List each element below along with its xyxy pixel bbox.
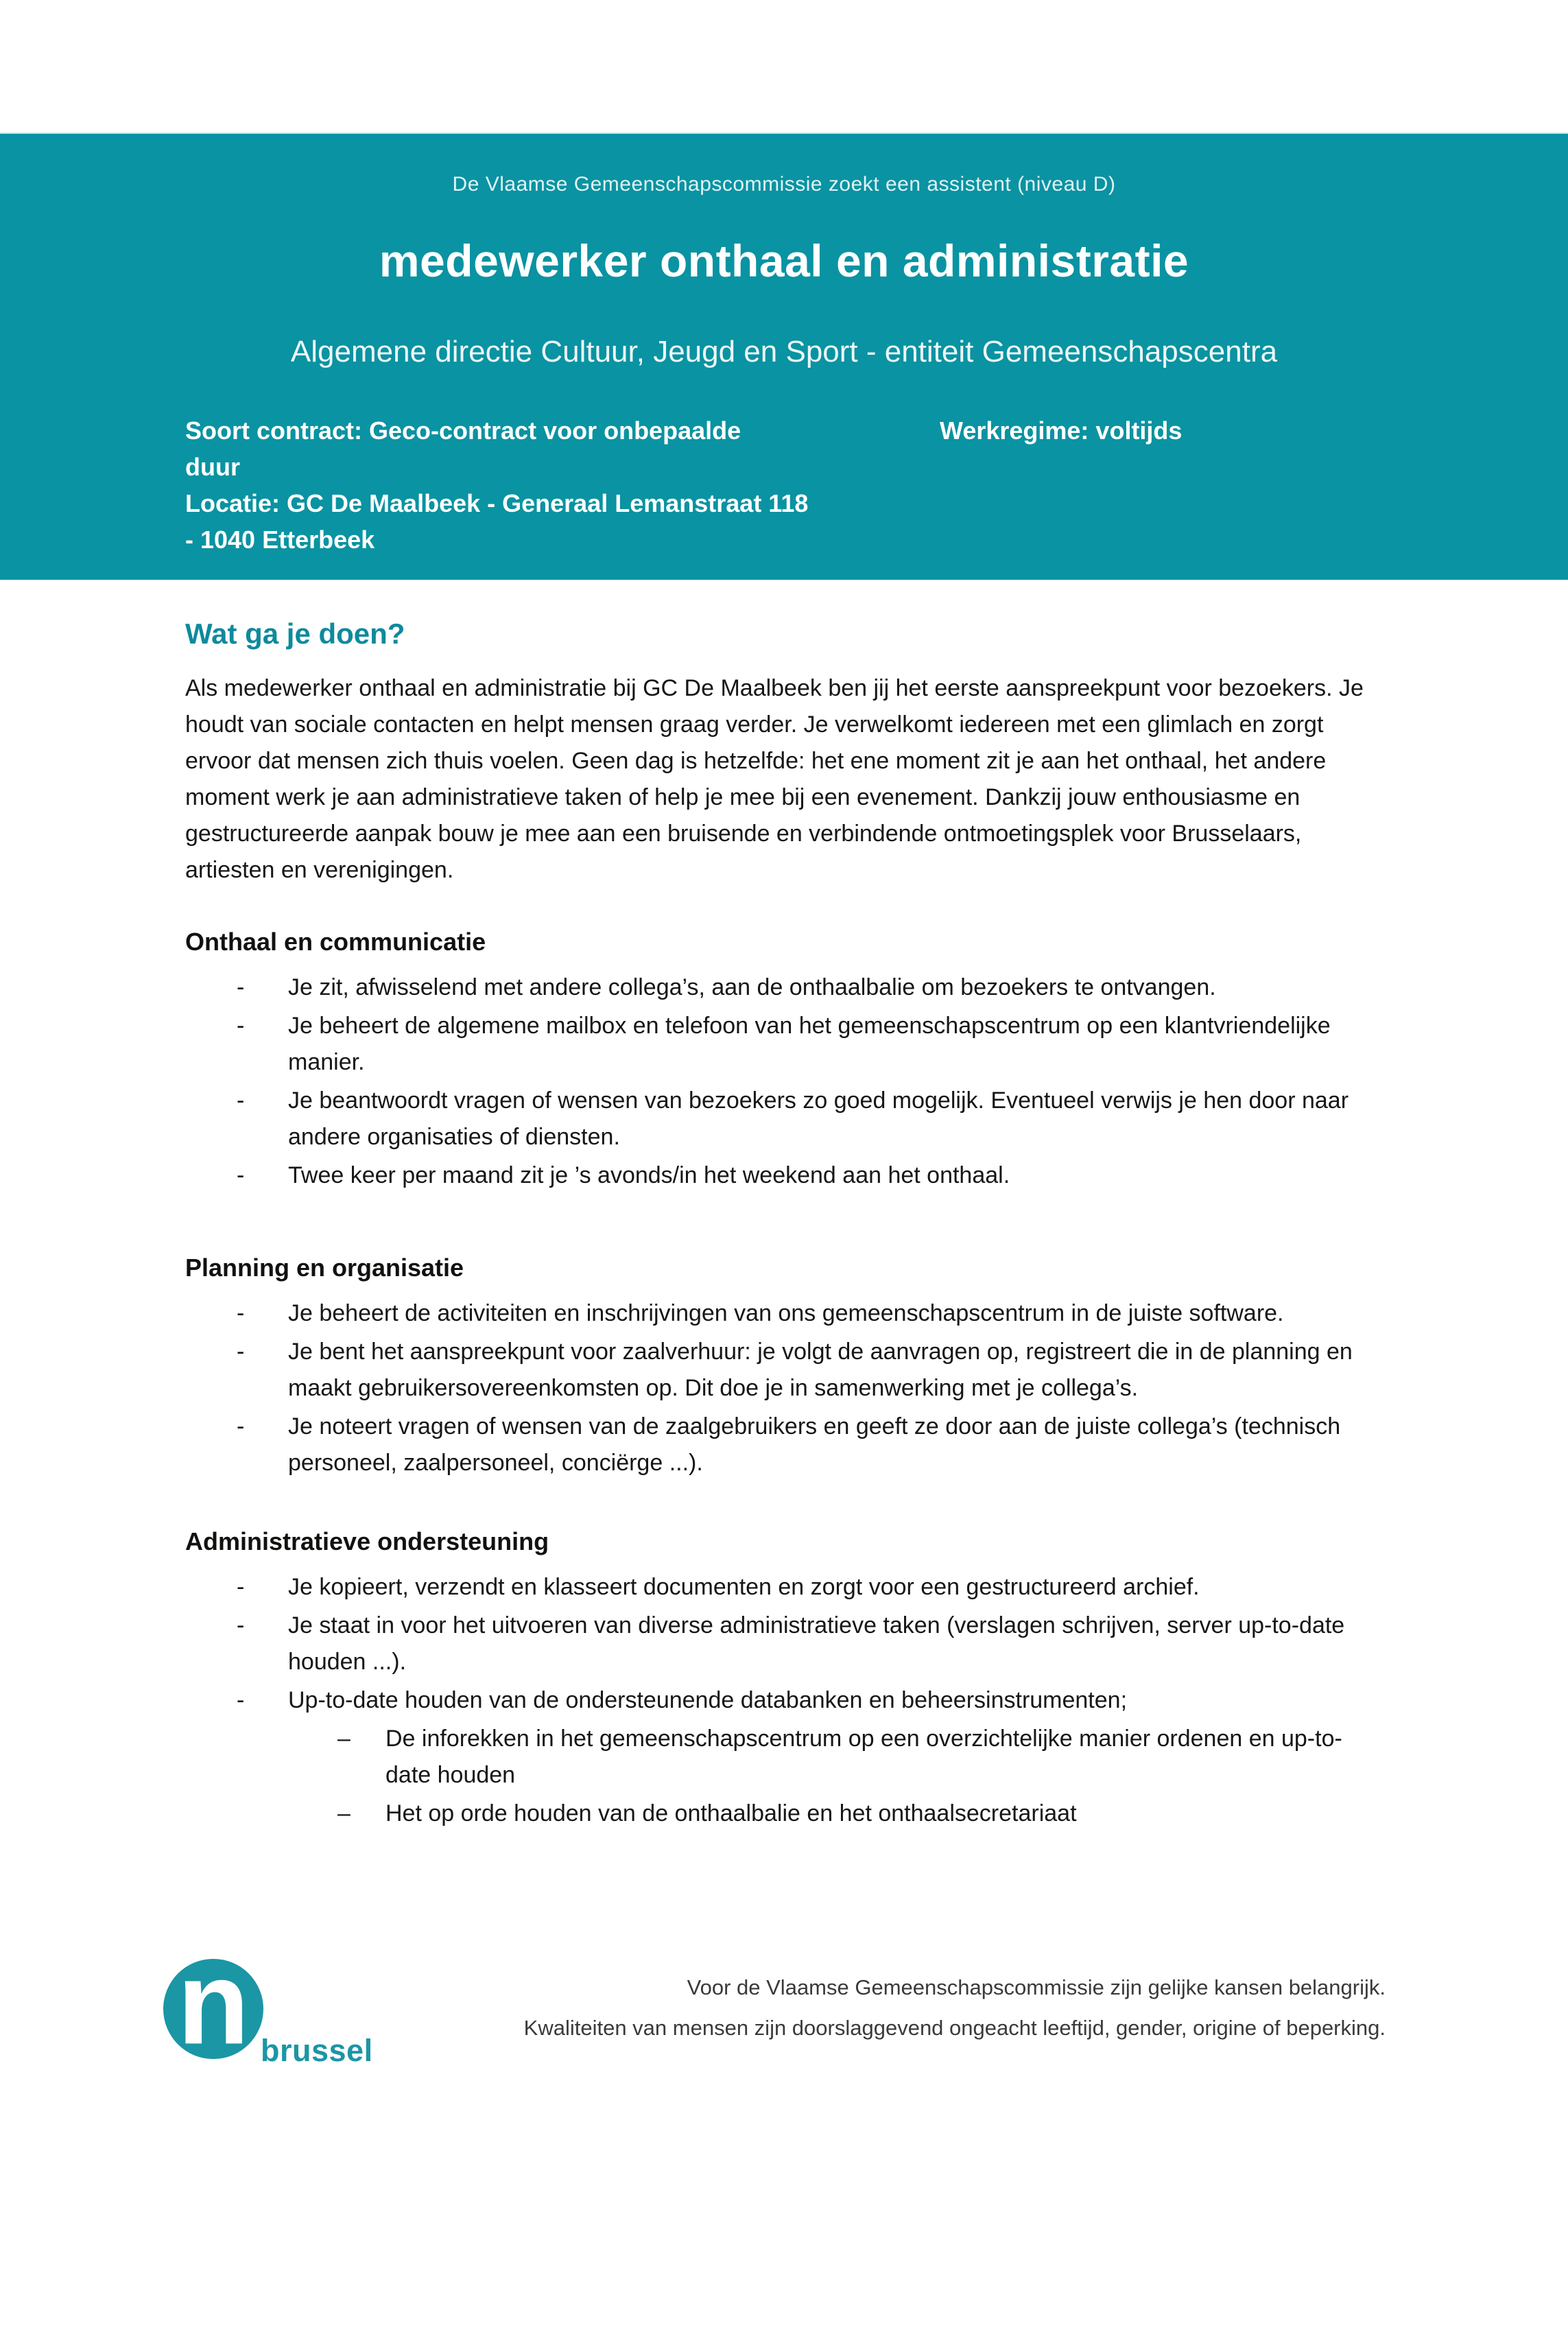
list-item-text: Je zit, afwisselend met andere collega’s, aan de onthaalbalie om bezoekers te ontvangen. (288, 974, 1216, 1000)
list-item (237, 1008, 1386, 1081)
header-eyebrow: De Vlaamse Gemeenschapscommissie zoekt een assistent (niveau D) (452, 173, 1116, 196)
equal-opportunity-statement (524, 1967, 1386, 2048)
list-item (237, 1569, 1386, 1606)
bullet-dash: - (237, 1013, 245, 1039)
header-band (0, 132, 1568, 580)
section-heading: Onthaal en communicatie (185, 928, 486, 956)
sub-bullet-dash: – (337, 1800, 351, 1826)
list-item (237, 1608, 1386, 1680)
section-title-wat-ga-je-doen: Wat ga je doen? (185, 618, 405, 650)
footer-line-2: Kwaliteiten van mensen zijn doorslaggevend ongeacht leeftijd, gender, origine of beperking. (523, 2016, 1386, 2040)
bullet-list (185, 1569, 1386, 1832)
sub-bullet-dash: – (337, 1726, 351, 1752)
vacancy-document-page (0, 132, 1568, 2352)
document-footer (0, 1957, 1568, 2095)
bullet-dash: - (237, 1087, 245, 1114)
list-item (237, 1295, 1386, 1332)
list-item-text: Up-to-date houden van de ondersteunende databanken en beheersinstrumenten; (288, 1687, 1128, 1713)
nested-list-item-text: De inforekken in het gemeenschapscentrum op een overzichtelijke manier ordenen en up-to-date houden (385, 1726, 1342, 1788)
list-item (237, 1334, 1386, 1407)
list-item-text: Je noteert vragen of wensen van de zaalgebruikers en geeft ze door aan de juiste collega’s (technisch personeel, zaalpersoneel, conciërge ...). (288, 1413, 1341, 1476)
list-item (237, 1682, 1386, 1719)
nested-list-item-text: Het op orde houden van de onthaalbalie en het onthaalsecretariaat (385, 1800, 1077, 1826)
section-heading: Administratieve ondersteuning (185, 1527, 549, 1555)
logo-letter: n (177, 1959, 250, 2059)
bullet-dash: - (237, 1339, 245, 1365)
list-item-text: Twee keer per maand zit je ’s avonds/in het weekend aan het onthaal. (288, 1162, 1010, 1188)
section-heading: Planning en organisatie (185, 1254, 464, 1282)
list-item-text: Je beheert de algemene mailbox en telefoon van het gemeenschapscentrum op een klantvriendelijke manier. (288, 1013, 1331, 1075)
list-item-text: Je kopieert, verzendt en klasseert documenten en zorgt voor een gestructureerd archief. (288, 1574, 1200, 1600)
bullet-dash: - (237, 974, 245, 1000)
section-administratieve-ondersteuning (185, 1527, 1386, 1832)
list-item (237, 1083, 1386, 1155)
bullet-dash: - (237, 1162, 245, 1188)
work-regime: Werkregime: voltijds (940, 416, 1183, 445)
contract-type-line-1: Soort contract: Geco-contract voor onbepaalde (185, 416, 741, 445)
list-item (237, 1157, 1386, 1194)
bullet-list (185, 1295, 1386, 1481)
bullet-dash: - (237, 1574, 245, 1600)
footer-line-1: Voor de Vlaamse Gemeenschapscommissie zijn gelijke kansen belangrijk. (687, 1975, 1386, 1999)
vgc-n-logo-icon (163, 1959, 263, 2059)
job-meta-left (185, 412, 940, 558)
nested-list-item (337, 1721, 1386, 1794)
location-line-2: - 1040 Etterbeek (185, 526, 375, 554)
section-onthaal-en-communicatie (185, 927, 1386, 1194)
bullet-list (185, 969, 1386, 1194)
bullet-dash: - (237, 1612, 245, 1638)
list-item-text: Je staat in voor het uitvoeren van diverse administratieve taken (verslagen schrijven, server up-to-date houden ...). (288, 1612, 1345, 1675)
list-item-text: Je beheert de activiteiten en inschrijvingen van ons gemeenschapscentrum in de juiste software. (288, 1300, 1284, 1326)
bullet-dash: - (237, 1413, 245, 1439)
document-body (0, 617, 1568, 1832)
job-meta (185, 412, 1431, 558)
section-planning-en-organisatie (185, 1253, 1386, 1481)
list-item-text: Je bent het aanspreekpunt voor zaalverhuur: je volgt de aanvragen op, registreert die in de planning en maakt gebruikersovereenkomsten op. Dit doe je in samenwerking met je collega’s. (288, 1339, 1353, 1401)
location-line-1: Locatie: GC De Maalbeek - Generaal Lemanstraat 118 (185, 489, 809, 517)
list-item-text: Je beantwoordt vragen of wensen van bezoekers zo goed mogelijk. Eventueel verwijs je hen door naar andere organisaties of diensten. (288, 1087, 1349, 1150)
job-title: medewerker onthaal en administratie (379, 235, 1189, 286)
list-item (237, 1409, 1386, 1481)
logo-wordmark-brussel: brussel (261, 2033, 373, 2068)
bullet-dash: - (237, 1687, 245, 1713)
intro-paragraph: Als medewerker onthaal en administratie bij GC De Maalbeek ben jij het eerste aanspreekpunt voor bezoekers. Je houdt van sociale contacten en helpt mensen graag verder. Je verwelkomt iedereen met een glimlach en zorgt ervoor dat mensen zich thuis voelen. Geen dag is hetzelfde: het ene moment zit je aan het onthaal, het andere moment werk je aan administratieve taken of help je mee bij een evenement. Dankzij jouw enthousiasme en gestructureerde aanpak bouw je mee aan een bruisende en verbindende ontmoetingsplek voor Brusselaars, artiesten en verenigingen. (185, 675, 1364, 883)
bullet-dash: - (237, 1300, 245, 1326)
list-item (237, 969, 1386, 1006)
contract-type-line-2: duur (185, 453, 240, 481)
nested-list-item (337, 1796, 1386, 1832)
header-subtitle: Algemene directie Cultuur, Jeugd en Sport - entiteit Gemeenschapscentra (290, 335, 1278, 368)
